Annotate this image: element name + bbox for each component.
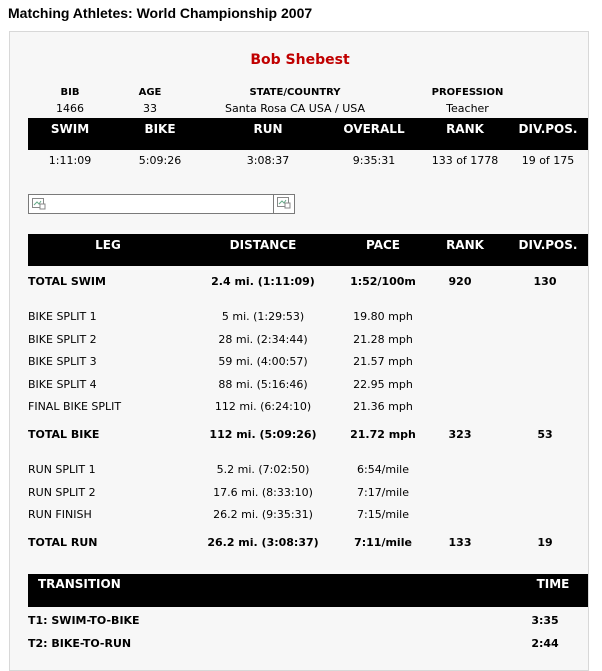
split-leg: RUN FINISH (28, 508, 92, 521)
transitions-header-time: TIME (536, 577, 570, 591)
splits-header-leg: LEG (95, 238, 121, 252)
split-pace: 21.57 mph (353, 355, 413, 368)
split-leg: RUN SPLIT 2 (28, 486, 96, 499)
split-pace: 6:54/mile (356, 463, 409, 476)
split-distance: 112 mi. (6:24:10) (214, 400, 312, 413)
split-leg: BIKE SPLIT 1 (28, 310, 97, 323)
results-panel (9, 31, 589, 671)
summary-overall-value: 9:35:31 (352, 154, 396, 167)
split-pace: 21.28 mph (353, 333, 413, 346)
splits-header-distance: DISTANCE (229, 238, 297, 252)
transition-label: T2: BIKE-TO-RUN (28, 637, 132, 650)
summary-divpos-value: 19 of 175 (521, 154, 575, 167)
transitions-header-bar (28, 574, 588, 607)
split-pace: 21.36 mph (353, 400, 413, 413)
split-distance: 28 mi. (2:34:44) (218, 333, 308, 346)
split-rank: 920 (448, 275, 472, 288)
split-pace: 19.80 mph (353, 310, 413, 323)
split-distance: 112 mi. (5:09:26) (209, 428, 317, 441)
broken-image-icon (32, 198, 46, 210)
age-label: AGE (138, 87, 162, 98)
page-title: Matching Athletes: World Championship 2007 (8, 5, 313, 21)
split-distance: 26.2 mi. (9:35:31) (213, 508, 313, 521)
transition-time: 3:35 (531, 614, 559, 627)
bib-label: BIB (60, 87, 80, 98)
split-leg: BIKE SPLIT 2 (28, 333, 97, 346)
age-value: 33 (143, 102, 157, 115)
athlete-name: Bob Shebest (250, 52, 350, 68)
summary-bike-value: 5:09:26 (138, 154, 182, 167)
location-value: Santa Rosa CA USA / USA (224, 102, 366, 115)
splits-header-divpos: DIV.POS. (518, 238, 578, 252)
profession-label: PROFESSION (431, 87, 504, 98)
summary-header-run: RUN (253, 122, 283, 136)
summary-header-rank: RANK (446, 122, 484, 136)
split-pace: 1:52/100m (350, 275, 416, 288)
summary-header-bike: BIKE (144, 122, 176, 136)
bib-value: 1466 (56, 102, 84, 115)
split-distance: 59 mi. (4:00:57) (218, 355, 308, 368)
summary-rank-value: 133 of 1778 (431, 154, 499, 167)
split-leg: TOTAL SWIM (28, 275, 106, 288)
split-leg: TOTAL RUN (28, 536, 98, 549)
split-divpos: 130 (533, 275, 557, 288)
transitions-header-transition: TRANSITION (38, 577, 121, 591)
summary-swim-value: 1:11:09 (48, 154, 92, 167)
split-distance: 17.6 mi. (8:33:10) (213, 486, 313, 499)
profession-value: Teacher (446, 102, 489, 115)
media-button[interactable] (273, 195, 294, 213)
split-distance: 5 mi. (1:29:53) (221, 310, 305, 323)
split-pace: 21.72 mph (350, 428, 416, 441)
broken-image-icon (277, 197, 291, 209)
media-placeholder[interactable] (28, 194, 295, 214)
summary-header-bar (28, 118, 588, 150)
split-divpos: 19 (537, 536, 553, 549)
split-leg: BIKE SPLIT 4 (28, 378, 97, 391)
split-divpos: 53 (537, 428, 553, 441)
summary-header-overall: OVERALL (343, 122, 405, 136)
split-leg: TOTAL BIKE (28, 428, 100, 441)
split-distance: 26.2 mi. (3:08:37) (207, 536, 319, 549)
split-rank: 133 (448, 536, 472, 549)
split-distance: 5.2 mi. (7:02:50) (216, 463, 310, 476)
summary-header-swim: SWIM (50, 122, 90, 136)
transition-label: T1: SWIM-TO-BIKE (28, 614, 140, 627)
transition-time: 2:44 (531, 637, 559, 650)
split-rank: 323 (448, 428, 472, 441)
split-leg: RUN SPLIT 1 (28, 463, 96, 476)
splits-header-pace: PACE (366, 238, 400, 252)
split-leg: FINAL BIKE SPLIT (28, 400, 122, 413)
split-pace: 22.95 mph (353, 378, 413, 391)
summary-run-value: 3:08:37 (246, 154, 290, 167)
splits-header-rank: RANK (446, 238, 484, 252)
split-distance: 2.4 mi. (1:11:09) (211, 275, 315, 288)
split-pace: 7:15/mile (356, 508, 409, 521)
split-pace: 7:17/mile (356, 486, 409, 499)
split-distance: 88 mi. (5:16:46) (218, 378, 308, 391)
splits-header-bar (28, 234, 588, 266)
summary-header-divpos: DIV.POS. (518, 122, 578, 136)
split-leg: BIKE SPLIT 3 (28, 355, 97, 368)
location-label: STATE/COUNTRY (249, 87, 341, 98)
split-pace: 7:11/mile (354, 536, 412, 549)
